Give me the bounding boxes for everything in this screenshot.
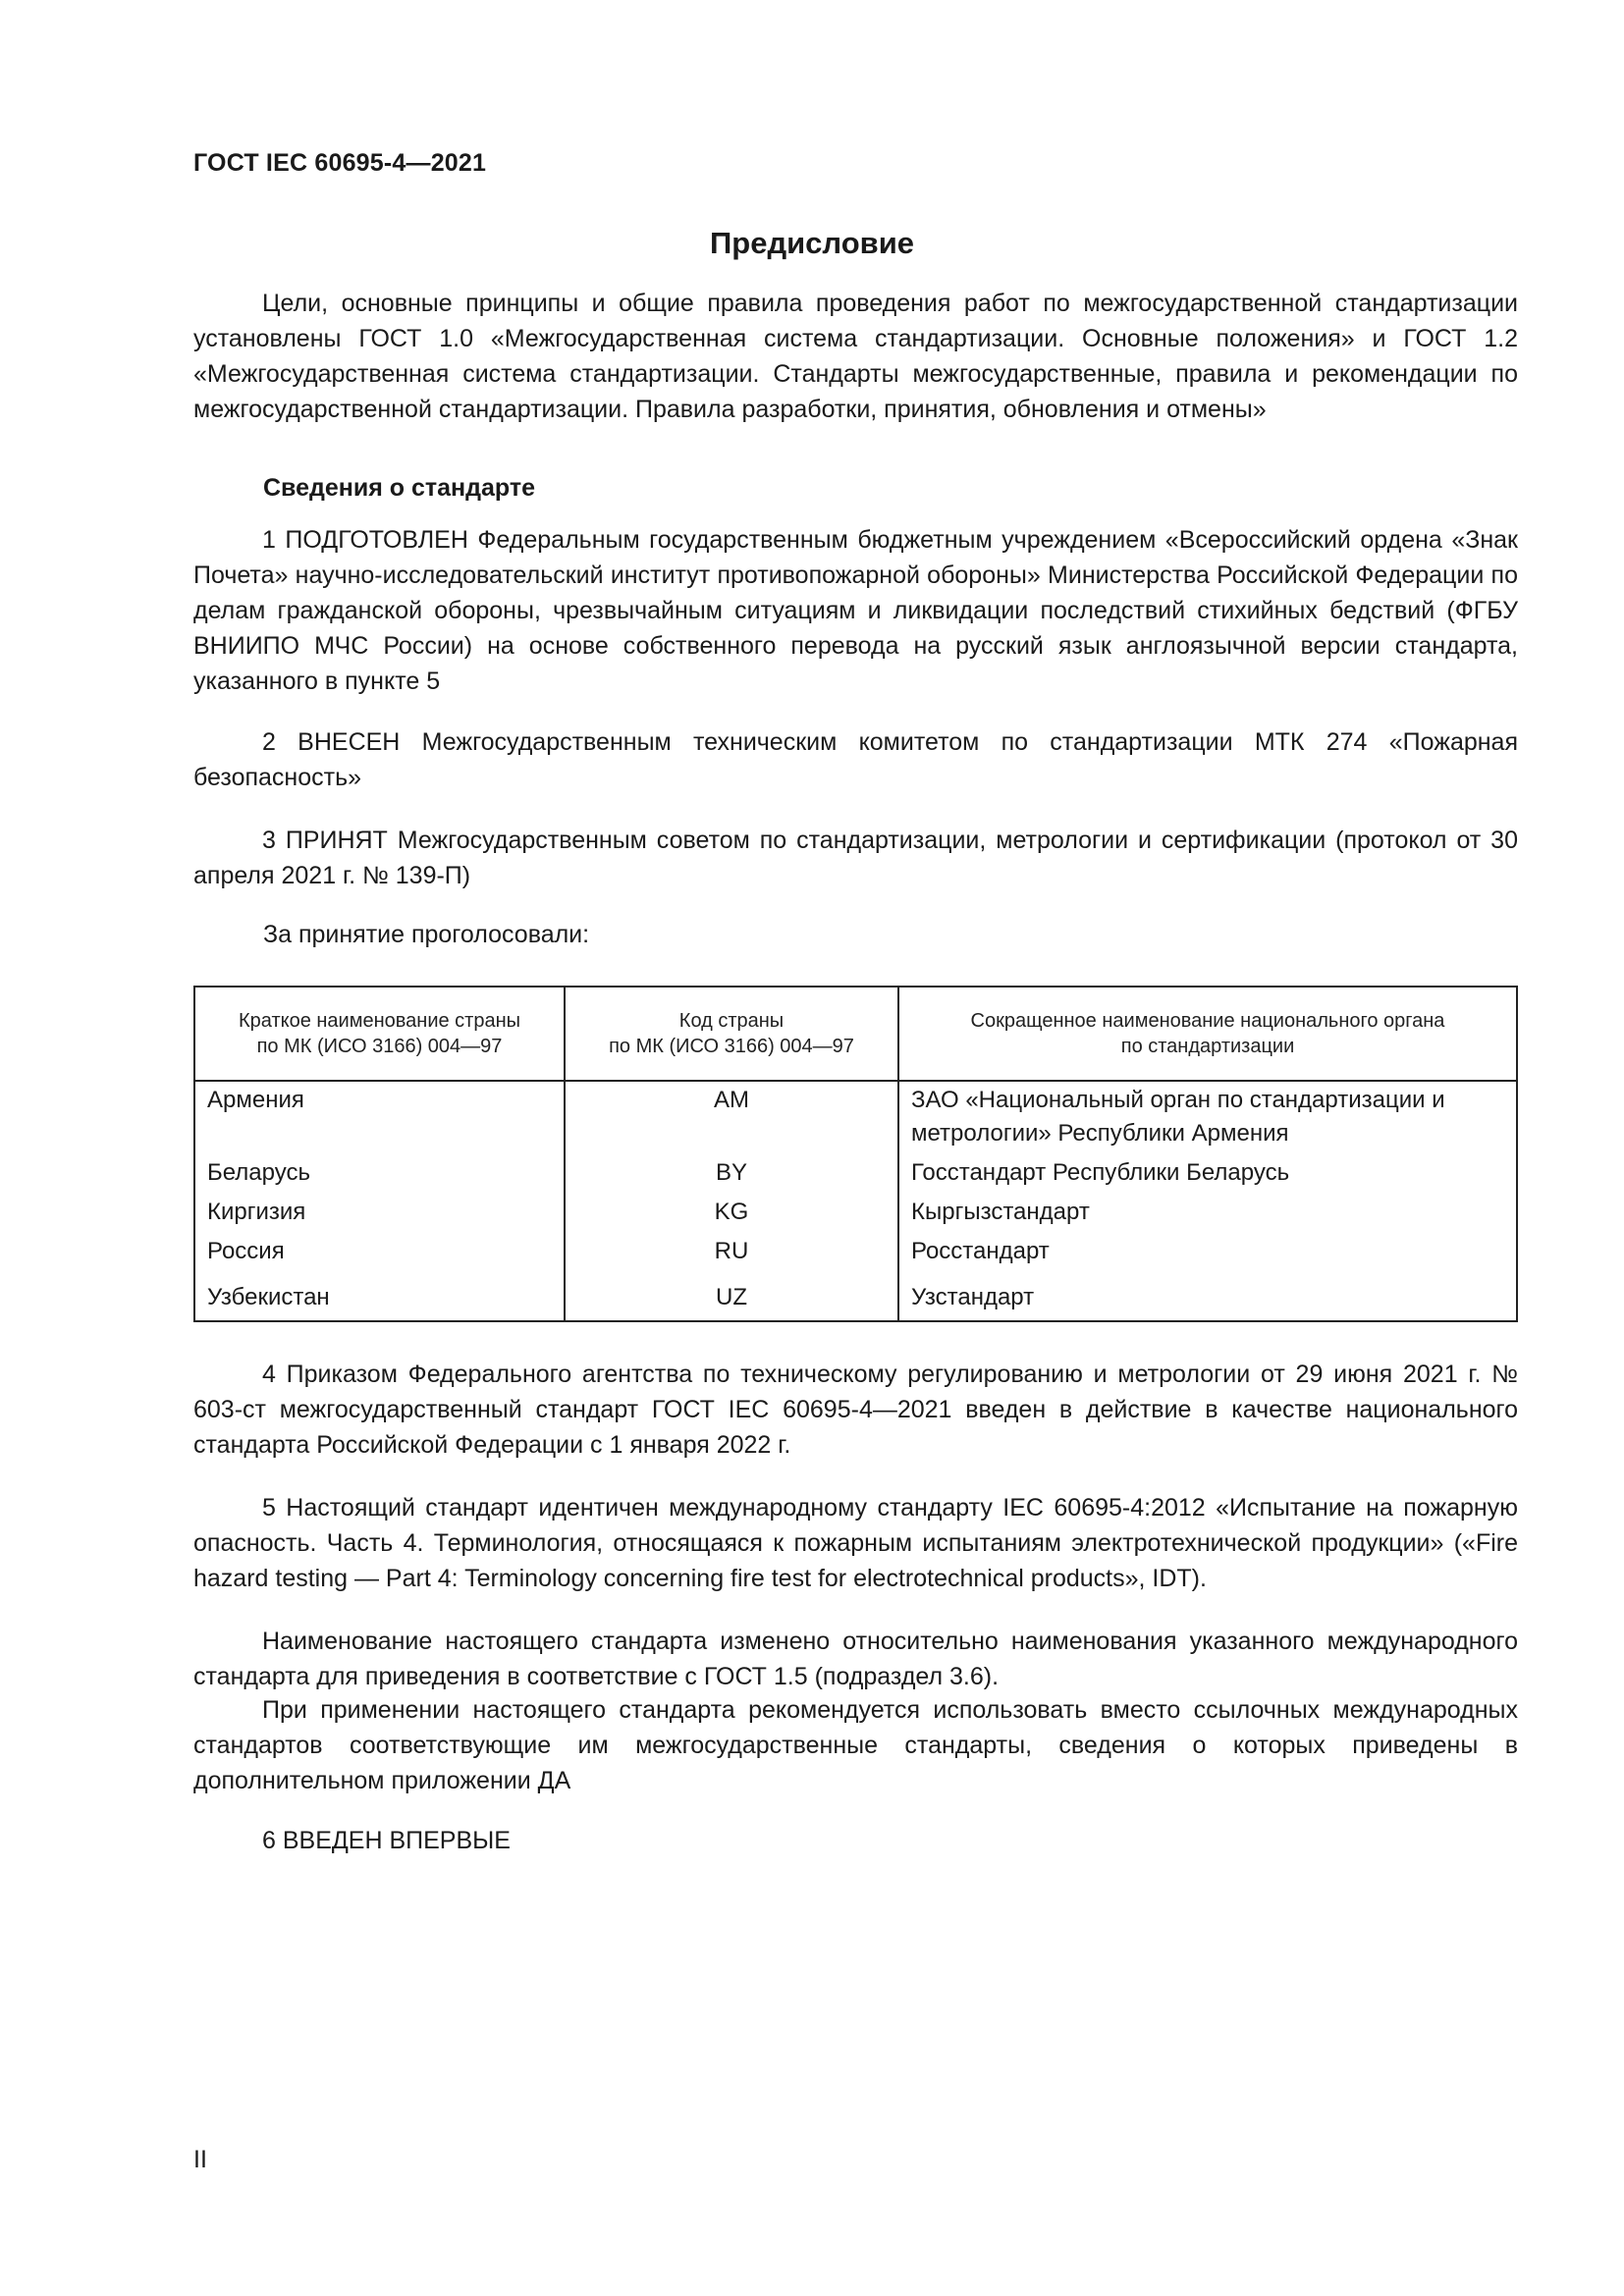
item-4-order: 4 Приказом Федерального агентства по техническому регулированию и метрологии от 29 июня 2021 г. № 603-ст межгосударственный стандарт ГОСТ IEC 60695-4—2021 введен в действие в качестве национального стандарта Российской Федерации с 1 января 2022 г.	[193, 1361, 1518, 1459]
cell-code: UZ	[565, 1271, 898, 1321]
cell-national-body: Узстандарт	[898, 1271, 1517, 1321]
cell-code: KG	[565, 1193, 898, 1232]
item-1-prepared: 1 ПОДГОТОВЛЕН Федеральным государственным бюджетным учреждением «Всероссийский ордена «Знак Почета» научно-исследовательский институт противопожарной обороны» Министерства Российской Федерации по делам гражданской обороны, чрезвычайным ситуациям и ликвидации последствий стихийных бедствий (ФГБУ ВНИИПО МЧС России) на основе собственного перевода на русский язык англоязычной версии стандарта, указанного в пункте 5	[193, 526, 1518, 695]
cell-national-body: Росстандарт	[898, 1232, 1517, 1271]
cell-national-body: Кыргызстандарт	[898, 1193, 1517, 1232]
standard-code-header: ГОСТ IEC 60695-4—2021	[193, 149, 487, 177]
cell-code: RU	[565, 1232, 898, 1271]
item-5-references: При применении настоящего стандарта рекомендуется использовать вместо ссылочных международных стандартов соответствующие им межгосударственные стандарты, сведения о которых приведены в дополнительном приложении ДА	[193, 1696, 1518, 1794]
cell-code: BY	[565, 1153, 898, 1193]
item-5-identical: 5 Настоящий стандарт идентичен международному стандарту IEC 60695-4:2012 «Испытание на пожарную опасность. Часть 4. Терминология, относящаяся к пожарным испытаниям электротехнической продукции» («Fire hazard testing — Part 4: Terminology concerning fire test for electrotechnical products», IDT).	[193, 1494, 1518, 1592]
cell-country: Беларусь	[194, 1153, 565, 1193]
header-national-body	[898, 987, 1517, 1081]
table-row	[194, 1081, 1517, 1153]
voting-table	[193, 986, 1518, 1322]
item-5-name-change: Наименование настоящего стандарта изменено относительно наименования указанного международного стандарта для приведения в соответствие с ГОСТ 1.5 (подраздел 3.6).	[193, 1628, 1518, 1690]
intro-paragraph: Цели, основные принципы и общие правила проведения работ по межгосударственной стандартизации установлены ГОСТ 1.0 «Межгосударственная система стандартизации. Основные положения» и ГОСТ 1.2 «Межгосударственная система стандартизации. Стандарты межгосударственные, правила и рекомендации по межгосударственной стандартизации. Правила разработки, принятия, обновления и отмены»	[193, 290, 1518, 423]
table-row	[194, 1153, 1517, 1193]
cell-country: Узбекистан	[194, 1271, 565, 1321]
item-2-submitted: 2 ВНЕСЕН Межгосударственным техническим комитетом по стандартизации МТК 274 «Пожарная безопасность»	[193, 728, 1518, 791]
info-heading: Сведения о стандарте	[263, 474, 536, 502]
cell-country: Киргизия	[194, 1193, 565, 1232]
page-number: II	[193, 2146, 207, 2173]
page-title: Предисловие	[709, 226, 914, 260]
cell-national-body: Госстандарт Республики Беларусь	[898, 1153, 1517, 1193]
header-country-name	[194, 987, 565, 1081]
header-national-body-line2: по стандартизации	[1120, 1036, 1295, 1057]
table-header-row	[194, 987, 1517, 1081]
header-country-name-line2: по МК (ИСО 3166) 004—97	[256, 1036, 503, 1057]
header-country-code-line1: Код страны	[678, 1010, 785, 1032]
cell-national-body: ЗАО «Национальный орган по стандартизации и метрологии» Республики Армения	[898, 1081, 1517, 1153]
cell-country: Армения	[194, 1081, 565, 1153]
header-country-name-line1: Краткое наименование страны	[238, 1010, 521, 1032]
table-row	[194, 1271, 1517, 1321]
header-country-code-line2: по МК (ИСО 3166) 004—97	[609, 1036, 854, 1057]
table-row	[194, 1193, 1517, 1232]
cell-code: AM	[565, 1081, 898, 1153]
votes-label: За принятие проголосовали:	[263, 921, 590, 948]
item-3-adopted: 3 ПРИНЯТ Межгосударственным советом по стандартизации, метрологии и сертификации (протокол от 30 апреля 2021 г. № 139-П)	[193, 827, 1518, 889]
header-country-code	[565, 987, 898, 1081]
table-row	[194, 1232, 1517, 1271]
header-national-body-line1: Сокращенное наименование национального органа	[970, 1010, 1445, 1032]
item-6-first-introduced: 6 ВВЕДЕН ВПЕРВЫЕ	[262, 1827, 511, 1854]
cell-country: Россия	[194, 1232, 565, 1271]
